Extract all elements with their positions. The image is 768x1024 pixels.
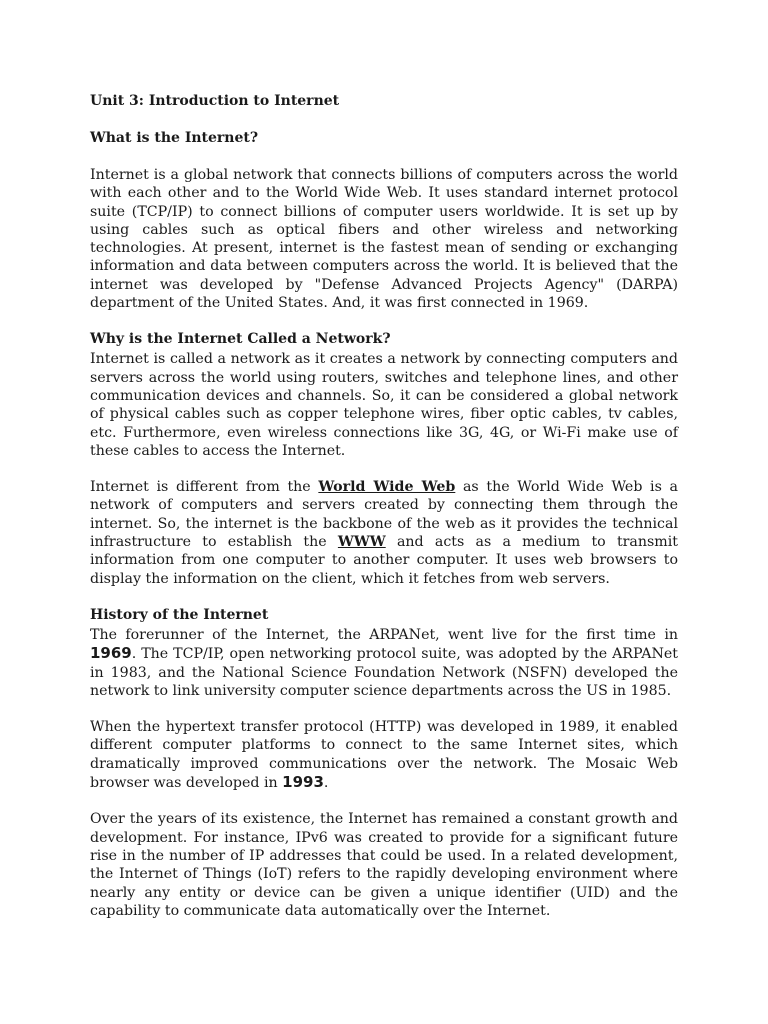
paragraph-internet-vs-web: [90, 478, 678, 588]
paragraph-history-arpanet: [90, 626, 678, 700]
paragraph-text-part: Internet is different from the: [90, 479, 319, 496]
paragraph-text-part: The forerunner of the Internet, the ARPANet, went live for the first time in: [90, 626, 678, 643]
paragraph-history-growth: Over the years of its existence, the Internet has remained a constant growth and development. For instance, IPv6 was created to provide for a significant future rise in the number of IP addresses that could be used. In a related development, the Internet of Things (IoT) refers to the rapidly developing environment where nearly any entity or device can be given a unique identifier (UID) and the capability to communicate data automatically over the Internet.: [90, 811, 678, 919]
year-1993: 1993: [282, 773, 324, 792]
paragraph-text-part: as the World Wide Web is a network of computers and servers created by connecting them through the internet. So, the internet is the backbone of the web as it provides the technical infrastructure to establish the: [90, 479, 678, 551]
paragraph-what-is-internet: Internet is a global network that connects billions of computers across the world with each other and to the World Wide Web. It uses standard internet protocol suite (TCP/IP) to connect billions of computer users worldwide. It is set up by using cables such as optical fibers and other wireless and networking technologies. At present, internet is the fastest mean of sending or exchanging information and data between computers across the world. It is believed that the internet was developed by "Defense Advanced Projects Agency" (DARPA) department of the United States. And, it was first connected in 1969.: [90, 167, 678, 312]
world-wide-web-link[interactable]: World Wide Web: [318, 479, 456, 496]
paragraph-text-part: When the hypertext transfer protocol (HTTP) was developed in 1989, it enabled different computer platforms to connect to the same Internet sites, which dramatically improved communications over the network. The Mosaic Web browser was developed in: [90, 719, 678, 792]
paragraph-history-http: [90, 718, 678, 792]
section-heading-history: History of the Internet: [90, 606, 269, 623]
paragraph-why-network: Internet is called a network as it creates a network by connecting computers and servers across the world using routers, switches and telephone lines, and other communication devices and channels. So, it can be considered a global network of physical cables such as copper telephone wires, fiber optic cables, tv cables, etc. Furthermore, even wireless connections like 3G, 4G, or Wi-Fi make use of these cables to access the Internet.: [90, 351, 678, 459]
section-heading-what-is-internet: What is the Internet?: [90, 130, 259, 146]
unit-title: Unit 3: Introduction to Internet: [90, 93, 340, 109]
document-page: [90, 92, 678, 920]
paragraph-text-part: . The TCP/IP, open networking protocol suite, was adopted by the ARPANet in 1983, and the National Science Foundation Network (NSFN) developed the network to link university computer science departments across the US in 1985.: [90, 646, 678, 699]
section-heading-why-network: Why is the Internet Called a Network?: [90, 331, 391, 348]
www-link[interactable]: WWW: [337, 534, 386, 551]
paragraph-text-part: and acts as a medium to transmit information from one computer to another computer. It uses web browsers to display the information on the client, which it fetches from web servers.: [90, 534, 678, 587]
paragraph-text-part: .: [323, 775, 329, 792]
year-1969: 1969: [90, 644, 132, 663]
